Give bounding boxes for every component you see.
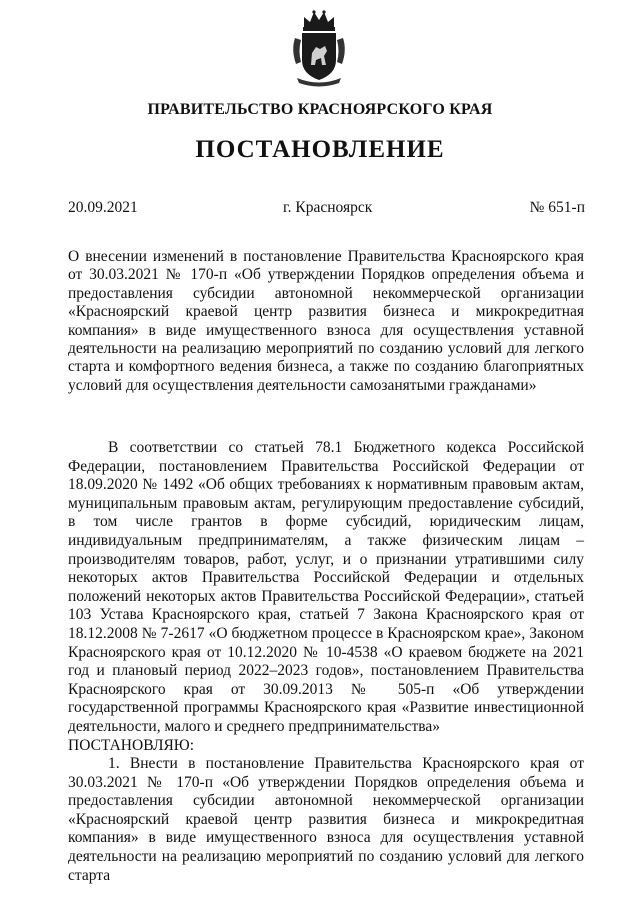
- document-number: № 651-п: [529, 199, 585, 216]
- document-type-title: ПОСТАНОВЛЕНИЕ: [195, 136, 445, 163]
- coat-of-arms-icon: [290, 8, 348, 88]
- document-body: [68, 439, 584, 885]
- document-city: г. Красноярск: [283, 199, 373, 216]
- item-1-paragraph: 1. Внести в постановление Правительства Красноярского края от 30.03.2021 № 170-п «Об утверждении Порядков определения объема и предоставления субсидии автономной некоммерческой организации «Красноярский краевой центр развития бизнеса и микрокредитная компания» в виде имущественного взноса для осуществления уставной деятельности на реализацию мероприятий по созданию условий для легкого старта: [68, 755, 584, 884]
- government-name: ПРАВИТЕЛЬСТВО КРАСНОЯРСКОГО КРАЯ: [147, 101, 493, 118]
- resolve-heading: ПОСТАНОВЛЯЮ:: [68, 736, 195, 754]
- document-date: 20.09.2021: [68, 199, 138, 216]
- preamble-paragraph: В соответствии со статьей 78.1 Бюджетного кодекса Российской Федерации, постановлением Правительства Российской Федерации от 18.09.2020 № 1492 «Об общих требованиях к нормативным правовым актам, муниципальным правовым актам, регулирующим предоставление субсидий, в том числе грантов в форме субсидий, юридическим лицам, индивидуальным предпринимателям, а также физическим лицам – производителям товаров, работ, услуг, и о признании утратившими силу некоторых актов Правительства Российской Федерации и отдельных положений некоторых актов Правительства Российской Федерации», статьей 103 Устава Красноярского края, статьей 7 Закона Красноярского края от 18.12.2008 № 7-2617 «О бюджетном процессе в Красноярском крае», Законом Красноярского края от 10.12.2020 № 10-4538 «О краевом бюджете на 2021 год и плановый период 2022–2023 годов», постановлением Правительства Красноярского края от 30.09.2013 № 505-п «Об утверждении государственной программы Красноярского края «Развитие инвестиционной деятельности, малого и среднего предпринимательства»: [68, 439, 584, 735]
- document-subject: О внесении изменений в постановление Правительства Красноярского края от 30.03.2021 № 170-п «Об утверждении Порядков определения объема и предоставления субсидии автономной некоммерческой организации «Красноярский краевой центр развития бизнеса и микрокредитная компания» в виде имущественного взноса для осуществления уставной деятельности на реализацию мероприятий по созданию условий для легкого старта и комфортного ведения бизнеса, а также по созданию благоприятных условий для осуществления деятельности самозанятыми гражданами»: [68, 248, 584, 394]
